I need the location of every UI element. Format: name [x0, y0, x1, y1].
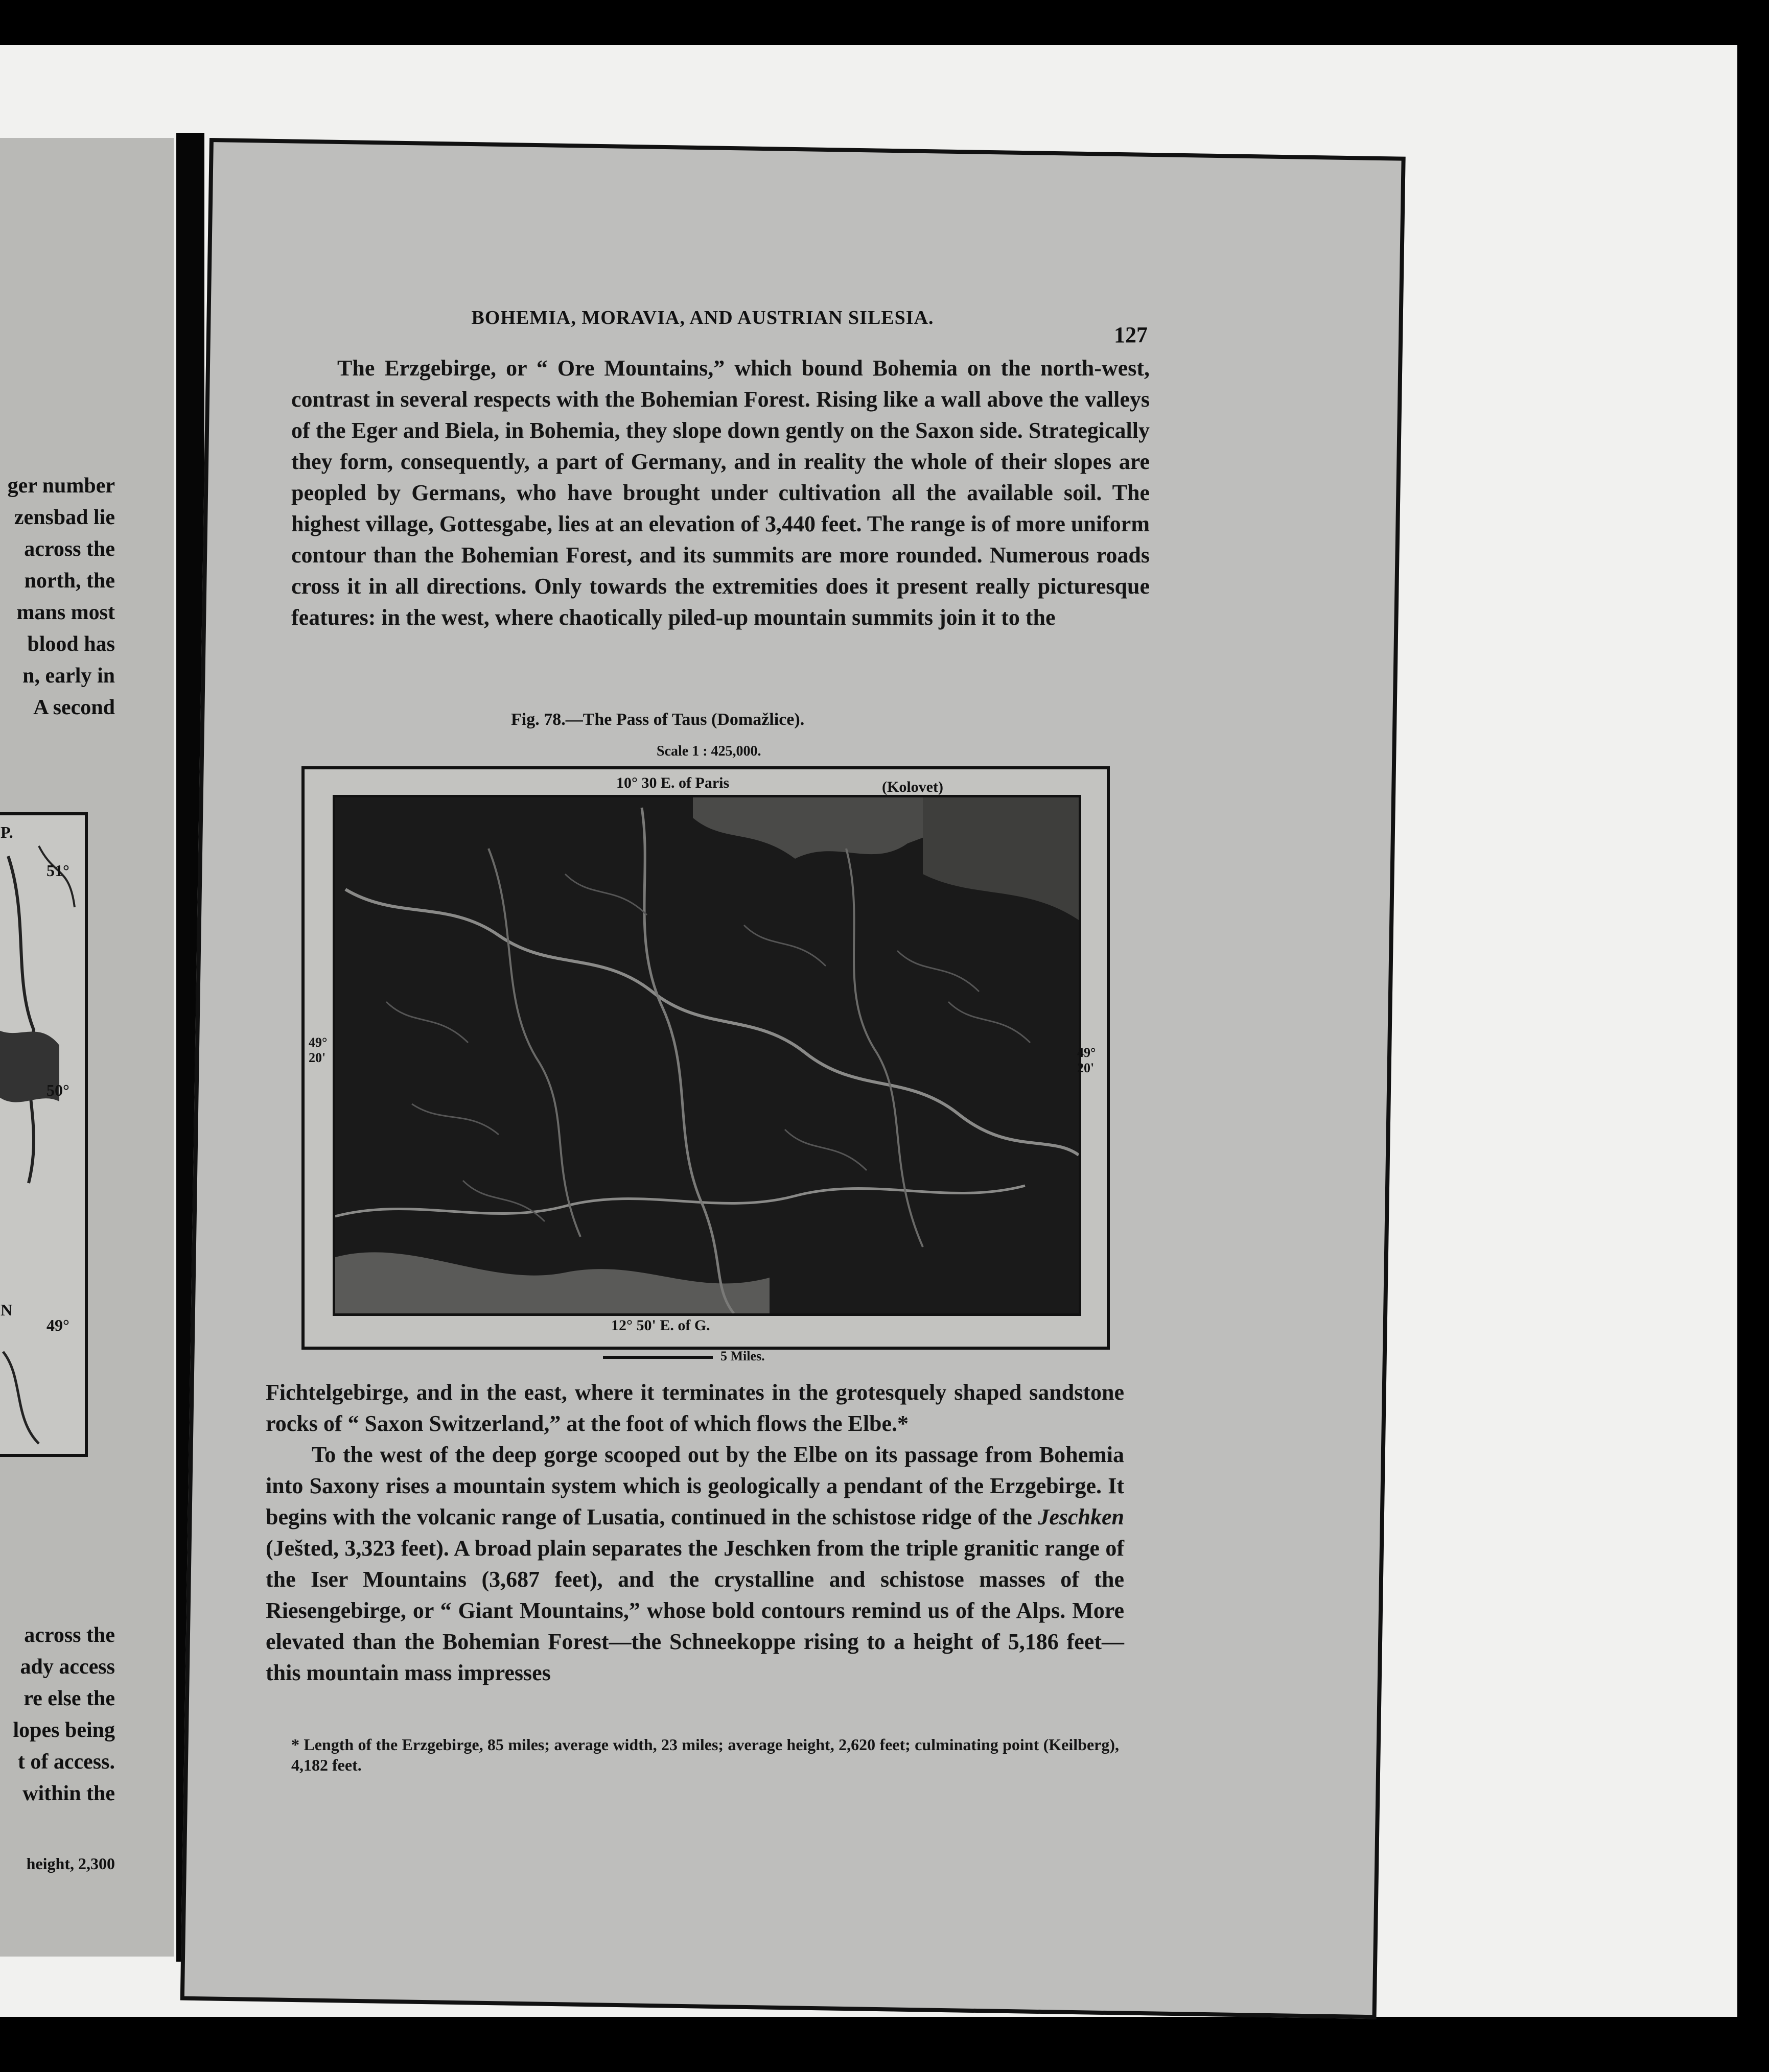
- left-map-label: 50°: [46, 1081, 69, 1099]
- left-page-map: [0, 812, 88, 1457]
- map-right-latitude: 49° 20': [1077, 1045, 1096, 1075]
- text-line: blood has: [27, 632, 115, 656]
- text-line: within the: [22, 1782, 115, 1805]
- paragraph-1-text: The Erzgebirge, or “ Ore Mountains,” which bound Bohemia on the north-west, contrast in several respects with the Bohemian Forest. Rising like a wall above the valleys of the Eger and Biela, in Bohemia, they slope down gently on the Saxon side. Strategically they form, consequently, a part of Germany, and in reality the whole of their slopes are peopled by Germans, who have brought under cultivation all the available soil. The highest village, Gottesgabe, lies at an elevation of 3,440 feet. The range is of more uniform contour than the Bohemian Forest, and its summits are more rounded. Numerous roads cross it in all directions. Only towards the extremities does it present really picturesque features: in the west, where chaotically piled-up mountain summits join it to the: [291, 356, 1150, 630]
- left-map-label: 51°: [46, 861, 69, 880]
- text-line: north, the: [24, 569, 115, 593]
- text-line: lopes being: [13, 1718, 115, 1742]
- paragraph-3-part: To the west of the deep gorge scooped out by the Elbe on its passage from Bohemia into Saxony rises a mountain system which is geologically a pendant of the Erzgebirge. It begins with the volcanic range of Lusatia, continued in the schistose ridge of the: [266, 1442, 1124, 1529]
- paragraph-3-italic: Jeschken: [1038, 1504, 1124, 1529]
- left-map-drawing: [0, 815, 85, 1454]
- text-line: re else the: [24, 1687, 115, 1710]
- text-line: mans most: [16, 601, 115, 624]
- text-line: zensbad lie: [14, 506, 115, 529]
- map-bottom-longitude: 12° 50' E. of G.: [611, 1317, 710, 1334]
- map-top-right-place: (Kolovet): [882, 779, 943, 795]
- left-map-label: P.: [1, 823, 13, 841]
- left-page-text-top: [0, 470, 115, 723]
- text-line: A second: [33, 696, 115, 719]
- text-line: t of access.: [17, 1750, 115, 1774]
- text-line: across the: [24, 1623, 115, 1647]
- paragraph-2: [266, 1377, 1124, 1688]
- text-line: across the: [24, 537, 115, 561]
- figure-scale: Scale 1 : 425,000.: [657, 743, 761, 759]
- map-image: [333, 795, 1081, 1316]
- left-page: [0, 138, 174, 1957]
- running-head: BOHEMIA, MORAVIA, AND AUSTRIAN SILESIA.: [471, 307, 934, 328]
- map-scale-label: 5 Miles.: [720, 1349, 765, 1363]
- map-scale-bar: [603, 1356, 713, 1359]
- paragraph-3-text: [266, 1439, 1124, 1688]
- left-page-footnote: height, 2,300: [26, 1854, 115, 1873]
- left-page-text-bottom: [0, 1619, 115, 1809]
- map-left-latitude: 49° 20': [309, 1035, 328, 1065]
- text-line: n, early in: [22, 664, 115, 688]
- paragraph-3-part: (Ješted, 3,323 feet). A broad plain separates the Jeschken from the triple granitic range of the Iser Mountains (3,687 feet), and the crystalline and schistose masses of the Riesengebirge, or “ Giant Mountains,” whose bold contours remind us of the Alps. More elevated than the Bohemian Forest—the Schneekoppe rising to a height of 5,186 feet—this mountain mass impresses: [266, 1536, 1124, 1685]
- figure-map: [301, 766, 1110, 1350]
- footnote: * Length of the Erzgebirge, 85 miles; average width, 23 miles; average height, 2,620 feet; culminating point (Keilberg), 4,182 feet.: [291, 1735, 1119, 1774]
- paragraph-1: [291, 352, 1150, 633]
- left-map-label: 49°: [46, 1316, 69, 1334]
- text-line: ger number: [7, 474, 115, 498]
- map-top-longitude: 10° 30 E. of Paris: [616, 774, 730, 791]
- paragraph-2-text: Fichtelgebirge, and in the east, where it terminates in the grotesquely shaped sandstone rocks of “ Saxon Switzerland,” at the foot of which flows the Elbe.*: [266, 1380, 1124, 1436]
- figure-caption: Fig. 78.—The Pass of Taus (Domažlice).: [511, 710, 805, 729]
- text-line: ady access: [20, 1655, 115, 1679]
- left-map-label: N: [1, 1301, 13, 1319]
- relief-map-drawing: [335, 797, 1079, 1313]
- page-number: 127: [1114, 322, 1148, 347]
